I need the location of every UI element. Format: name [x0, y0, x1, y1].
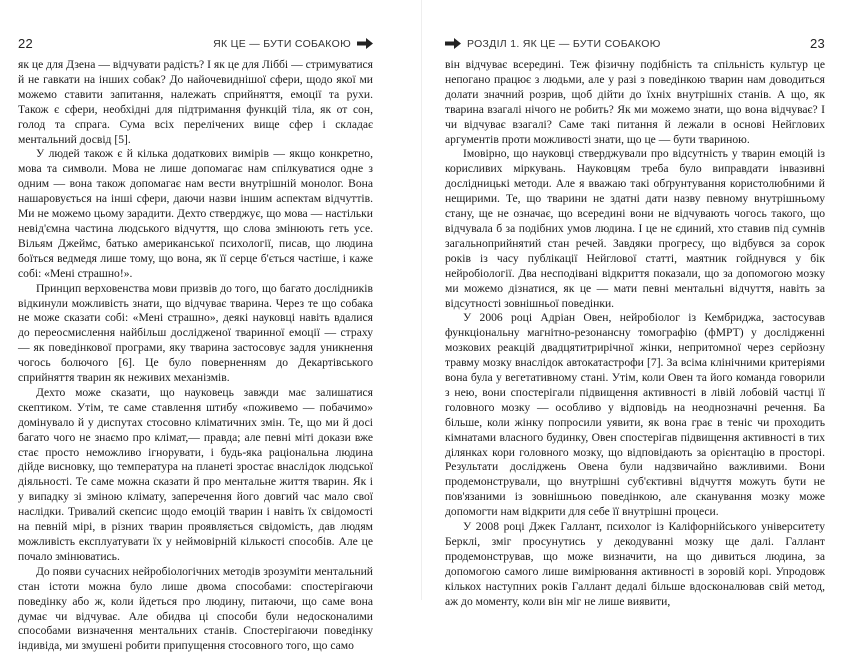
right-arrow-icon	[357, 38, 373, 49]
left-page-body	[18, 58, 373, 654]
right-arrow-icon	[445, 38, 461, 49]
left-paragraph-5: До появи сучасних нейробіологічних методів зрозуміти ментальний стан істоти можна було лише двома способами: спостерігаючи поведінку або ж, коли йдеться про людину, питаючи, що саме вона думає чи відчуває. Але обидва ці способи були недосконалими способами визначення ментальних станів. Спостерігаючи поведінку індивіда, ми змушені робити припущення стосовного того, що само	[18, 564, 373, 653]
left-paragraph-1: як це для Дзена — відчувати радість? І як це для Ліббі — стримуватися й не гавкати на інших собак? До найочевиднішої сфери, щодо якої ми можемо ставити запитання, належать сприйняття, емоції та рухи. Також є сфери, необхідні для підтримання функцій тіла, як от сон, голод та спрага. Сума всіх перелічених вище сфер і складає ментальний досвід [5].	[18, 58, 373, 146]
right-page-body	[445, 58, 825, 610]
left-paragraph-3: Принцип верховенства мови призвів до того, що багато дослідників відкинули можливість знати, що відчуває тварина. Через те що собака не може сказати собі: «Мені страшно», деякі науковці навіть вдалися до переосмислення найбільш дослідженої тваринної емоції — страху — як поведінкової програми, яку тварина застосовує задля уникнення чогось болючого [6]. Це було поверненням до Декартівського сприйняття тварин як неживих механізмів.	[18, 281, 373, 385]
right-page-header	[445, 37, 825, 57]
right-paragraph-4: У 2008 році Джек Галлант, психолог із Каліфорнійського університету Берклі, зміг просунутись у декодуванні мозку ще далі. Галлант продемонстрував, що може визначити, на що дивиться людина, за допомогою самого лише вимірювання активності в зоровій корі. Упродовж кількох наступних років Галлант дедалі більше вдосконалював свій метод, аж до моменту, коли він міг не лише виявити,	[445, 520, 825, 608]
left-running-head: ЯК ЦЕ — БУТИ СОБАКОЮ	[213, 38, 351, 50]
right-page	[445, 0, 843, 608]
right-page-number: 23	[809, 36, 825, 51]
left-page-number: 22	[18, 36, 34, 51]
page-fold	[421, 0, 422, 600]
left-page	[0, 0, 398, 653]
left-page-header	[18, 37, 373, 57]
left-paragraph-2: У людей також є й кілька додаткових вимірів — якщо конкретно, мова та символи. Мова не лише допомагає нам спілкуватися одне з одним — вона також допомагає нам вести внутрішній монолог. Вона нашаровується на інші сфери, даючи назви іншим аспектам відчуттів. Ми не можемо цьому зарадити. Дехто стверджує, що мова — настільки невід'ємна частина людського відчуття, що слова змінюють геть усе. Вільям Джеймс, батько американської психології, писав, що людина боїться ведмедя лише тому, що вона, як її серце б'ється частіше, і каже собі: «Мені страшно!».	[18, 147, 373, 280]
right-running-head: РОЗДІЛ 1. ЯК ЦЕ — БУТИ СОБАКОЮ	[467, 38, 661, 50]
right-paragraph-1: він відчуває всередині. Теж фізичну подібність та спільність культур це непогано працює з людьми, але у разі з поведінкою тварин нам доводиться долати значний розрив, щоб дійти до їхніх внутрішніх станів. А що, як тварина взагалі нічого не робить? Як ми можемо знати, що вона відчуває? І чи відчуває взагалі? Саме такі питання й лежали в основі Нейгловиx аргументів проти можливості знати, що це — бути твариною.	[445, 58, 825, 146]
left-paragraph-4: Дехто може сказати, що науковець завжди має залишатися скептиком. Утім, те саме ставлення штибу «поживемо — побачимо» домінувало й у диспутах стосовно кліматичних змін. Те, що ми й досі багато чого не знаємо про клімат,— правда; але певні міті докази вже стає просто неможливо ігнорувати, і будь-яка раціональна людина дійде висновку, що температура на планеті зростає внаслідок людської діяльності. Те саме можна сказати й про ментальне життя тварин. Як і у випадку зі зміною клімату, заперечення його довгий час мало свої наслідки. Тривалий скепсис щодо емоцій тварин і навіть їх свідомості на певній мірі, в різних тварин проявляється свідомість, дав людям можливість експлуатувати їх у неймовірній кількості способів. Але це почало змінюватись.	[18, 385, 373, 563]
right-paragraph-3: У 2006 році Адріан Овен, нейробіолог із Кембриджа, застосував функціональну магнітно-резонансну томографію (фМРТ) у дослідженні мозкових реакцій двадцятитрирічної жінки, непритомної через серйозну травму мозку внаслідок автокатастрофи [7]. За всіма клінічними критеріями вона була у вегетативному стані. Утім, коли Овен та його команда говорили з нею, вони спостерігали підвищення активності в лівій лобовій частці її головного мозку — особливо у відповідь на неоднозначні речення. Ба більше, коли жінку попросили уявити, як вона грає в теніс чи проходить кімнатами власного будинку, Овен спостерігав підвищення активності в тих ділянках кори головного мозку, що відповідають за орієнтацію в просторі. Результати досліджень Овена були надзвичайно важливими. Вони продемонстрували, що внутрішні суб'єктивні відчуття можуть бути не пов'язаними із зовнішньою поведінкою, але сканування мозку може допомогти нам відкрити для себе її внутрішні процеси.	[445, 311, 825, 519]
right-paragraph-2: Імовірно, що науковці стверджували про відсутність у тварин емоцій із корисливих міркувань. Науковцям треба було виправдати інвазивні дослідницькі методи. Але я вважаю такі обґрунтування користолюбними й нещирими. Те, що тварини не здатні дати назву певному внутрішньому стану, ще не означає, що всередині вони не відчувають чогось такого, що відчувала б за подібних умов людина. І це не єдиний, хто ставив під сумнів загальноприйнятий стан речей. Завдяки прогресу, що відбувся за сорок років із часу публікації Нейглової статті, маятник гойднувся у бік нейробіології. Два несподівані відкриття показали, що за допомогою мозку ми можемо дізнатися, як це — мати певні ментальні відчуття, навіть за відсутності зовнішньої поведінки.	[445, 147, 825, 310]
